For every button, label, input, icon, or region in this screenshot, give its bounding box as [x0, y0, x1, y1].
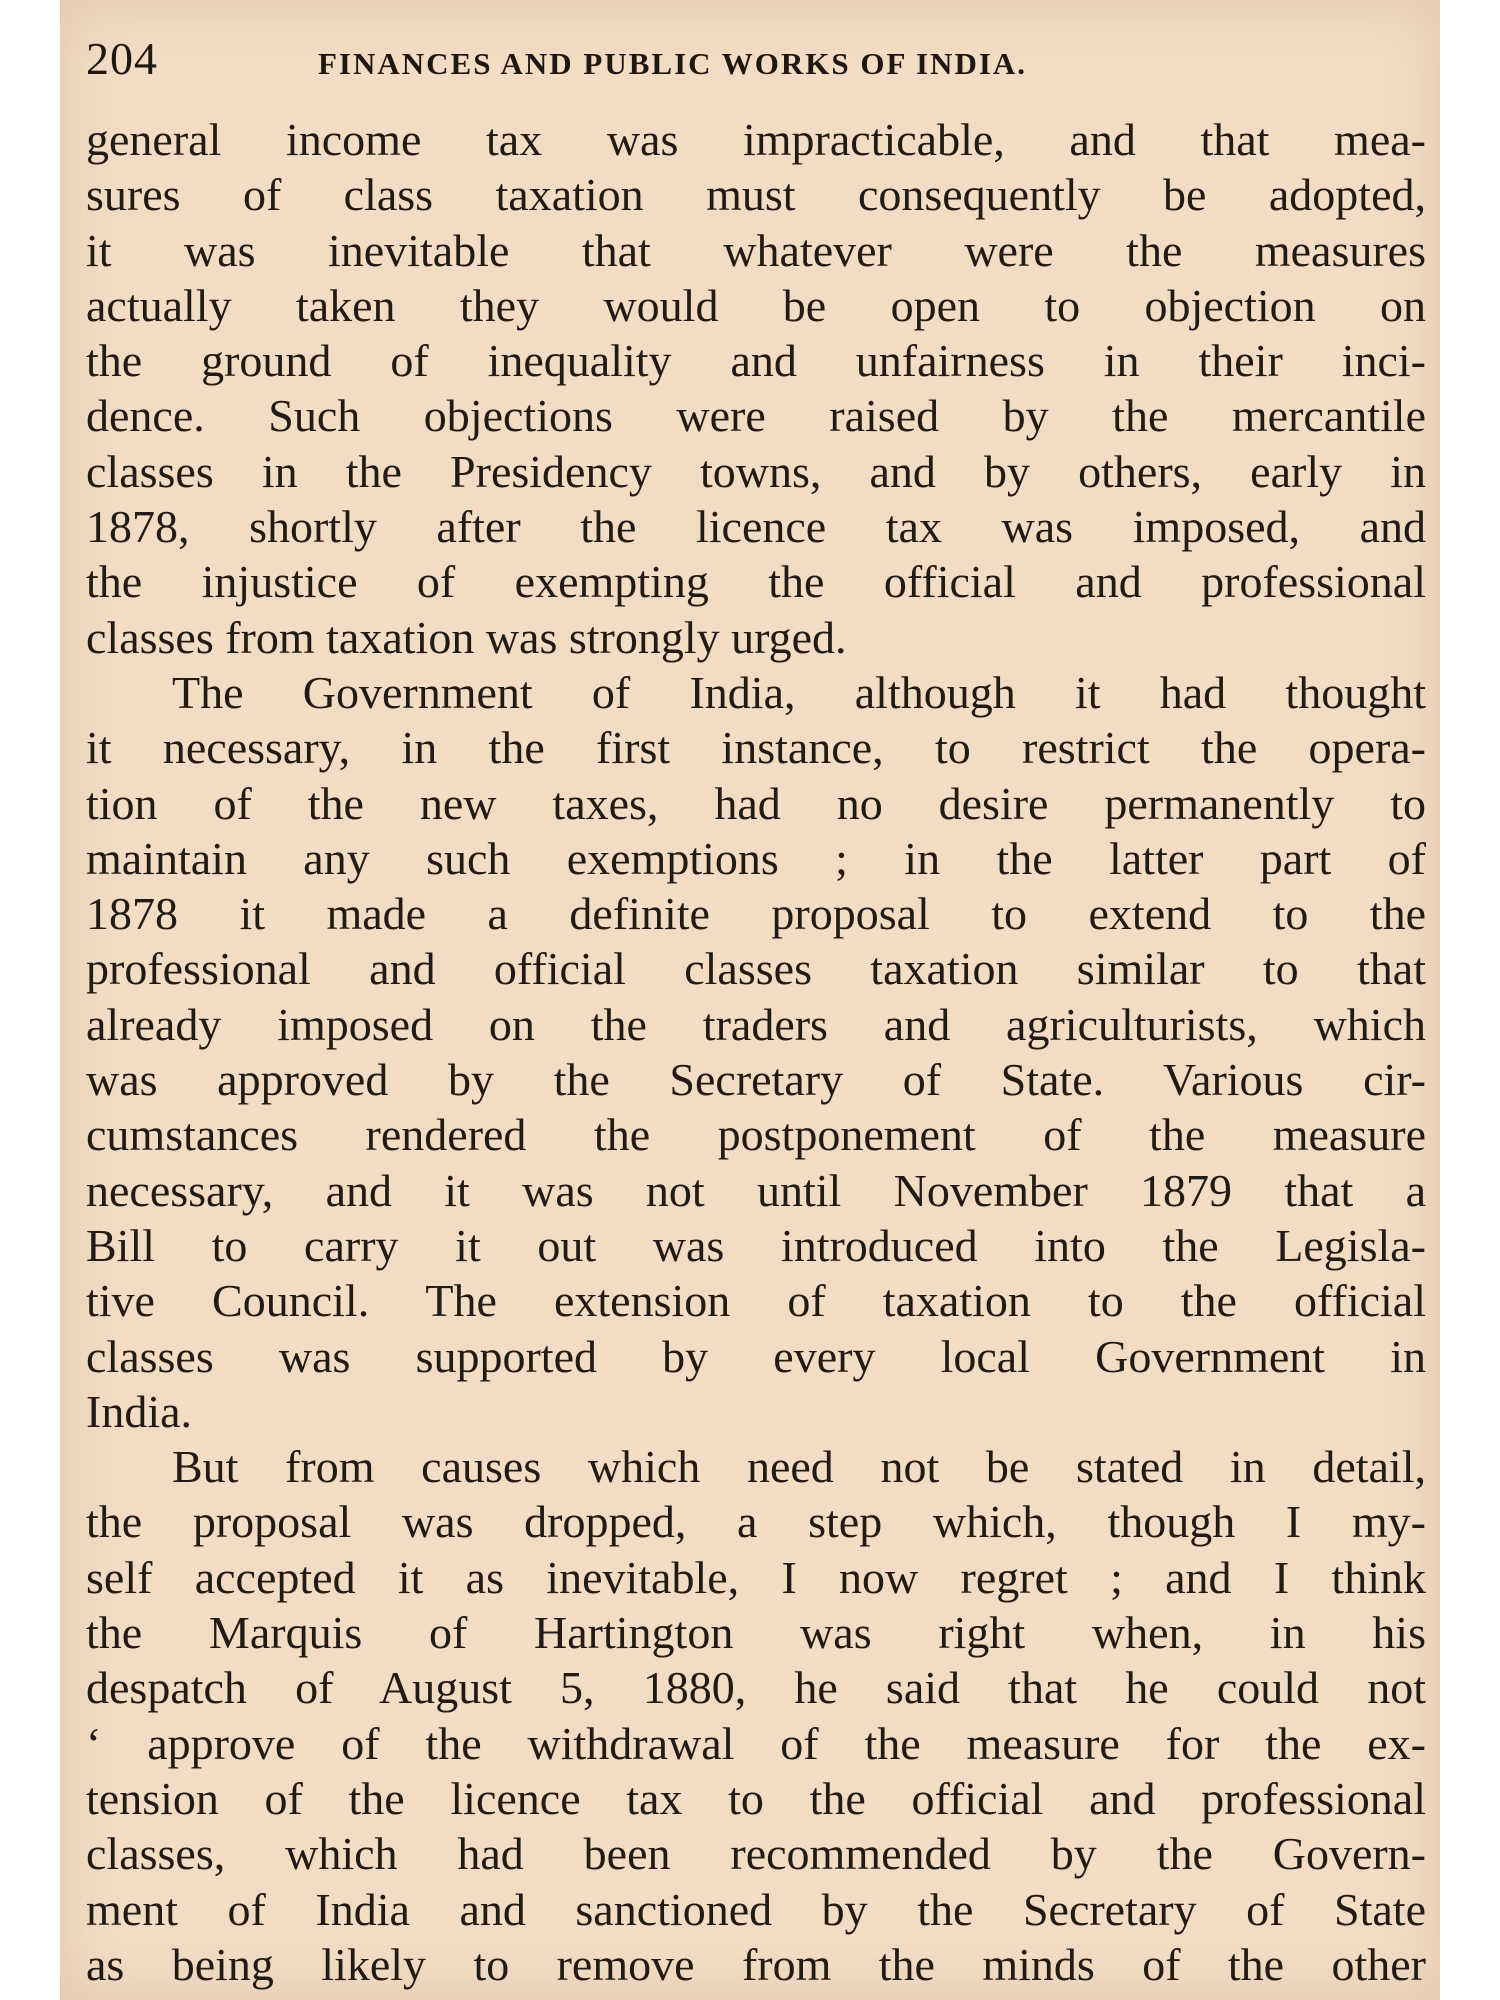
text-line: tion of the new taxes, had no desire permanently to: [86, 777, 1426, 829]
text-line: it was inevitable that whatever were the measures: [86, 224, 1426, 276]
text-line: maintain any such exemptions ; in the latter part of: [86, 832, 1426, 884]
text-line: sures of class taxation must consequently be adopted,: [86, 169, 1426, 221]
text-body: [86, 112, 1426, 1992]
text-line: Bill to carry it out was introduced into the Legisla-: [86, 1219, 1426, 1271]
paragraph-2: [86, 665, 1426, 1439]
text-line: necessary, and it was not until November 1879 that a: [86, 1164, 1426, 1216]
text-line: already imposed on the traders and agriculturists, which: [86, 998, 1426, 1050]
text-line: the proposal was dropped, a step which, though I my-: [86, 1496, 1426, 1548]
text-line: it necessary, in the first instance, to restrict the opera-: [86, 722, 1426, 774]
text-line: classes in the Presidency towns, and by others, early in: [86, 445, 1426, 497]
paragraph-1: [86, 112, 1426, 665]
text-line: cumstances rendered the postponement of the measure: [86, 1109, 1426, 1161]
paragraph-3: [86, 1439, 1426, 1992]
text-line: as being likely to remove from the minds of the other: [86, 1938, 1426, 1990]
text-line: classes, which had been recommended by the Govern-: [86, 1828, 1426, 1880]
text-line: The Government of India, although it had thought: [172, 666, 1426, 718]
text-line: general income tax was impracticable, and that mea-: [86, 114, 1426, 165]
text-line: tive Council. The extension of taxation to the official: [86, 1275, 1426, 1327]
text-line: the ground of inequality and unfairness in their inci-: [86, 335, 1426, 387]
text-line: the injustice of exempting the official and professional: [86, 556, 1426, 608]
text-line: was approved by the Secretary of State. Various cir-: [86, 1054, 1426, 1106]
text-line: tension of the licence tax to the official and professional: [86, 1772, 1426, 1824]
text-line: But from causes which need not be stated in detail,: [172, 1441, 1426, 1493]
book-page: [60, 0, 1440, 2000]
text-line: India.: [86, 1385, 193, 1437]
text-line: classes was supported by every local Government in: [86, 1330, 1426, 1382]
text-line: dence. Such objections were raised by the mercantile: [86, 390, 1426, 442]
text-line: professional and official classes taxation similar to that: [86, 943, 1426, 995]
text-line: classes from taxation was strongly urged.: [86, 611, 847, 663]
text-line: 1878 it made a definite proposal to extend to the: [86, 888, 1426, 940]
page-number: 204: [86, 33, 158, 84]
text-line: ment of India and sanctioned by the Secretary of State: [86, 1883, 1426, 1935]
text-line: the Marquis of Hartington was right when, in his: [86, 1607, 1426, 1659]
text-line: self accepted it as inevitable, I now regret ; and I think: [86, 1551, 1426, 1603]
running-head: FINANCES AND PUBLIC WORKS OF INDIA.: [318, 46, 1028, 81]
text-line: despatch of August 5, 1880, he said that he could not: [86, 1662, 1426, 1714]
text-line: 1878, shortly after the licence tax was imposed, and: [86, 501, 1426, 553]
page-header: [86, 22, 1416, 102]
text-line: ‘ approve of the withdrawal of the measure for the ex-: [86, 1717, 1426, 1769]
text-line: actually taken they would be open to objection on: [86, 279, 1426, 331]
